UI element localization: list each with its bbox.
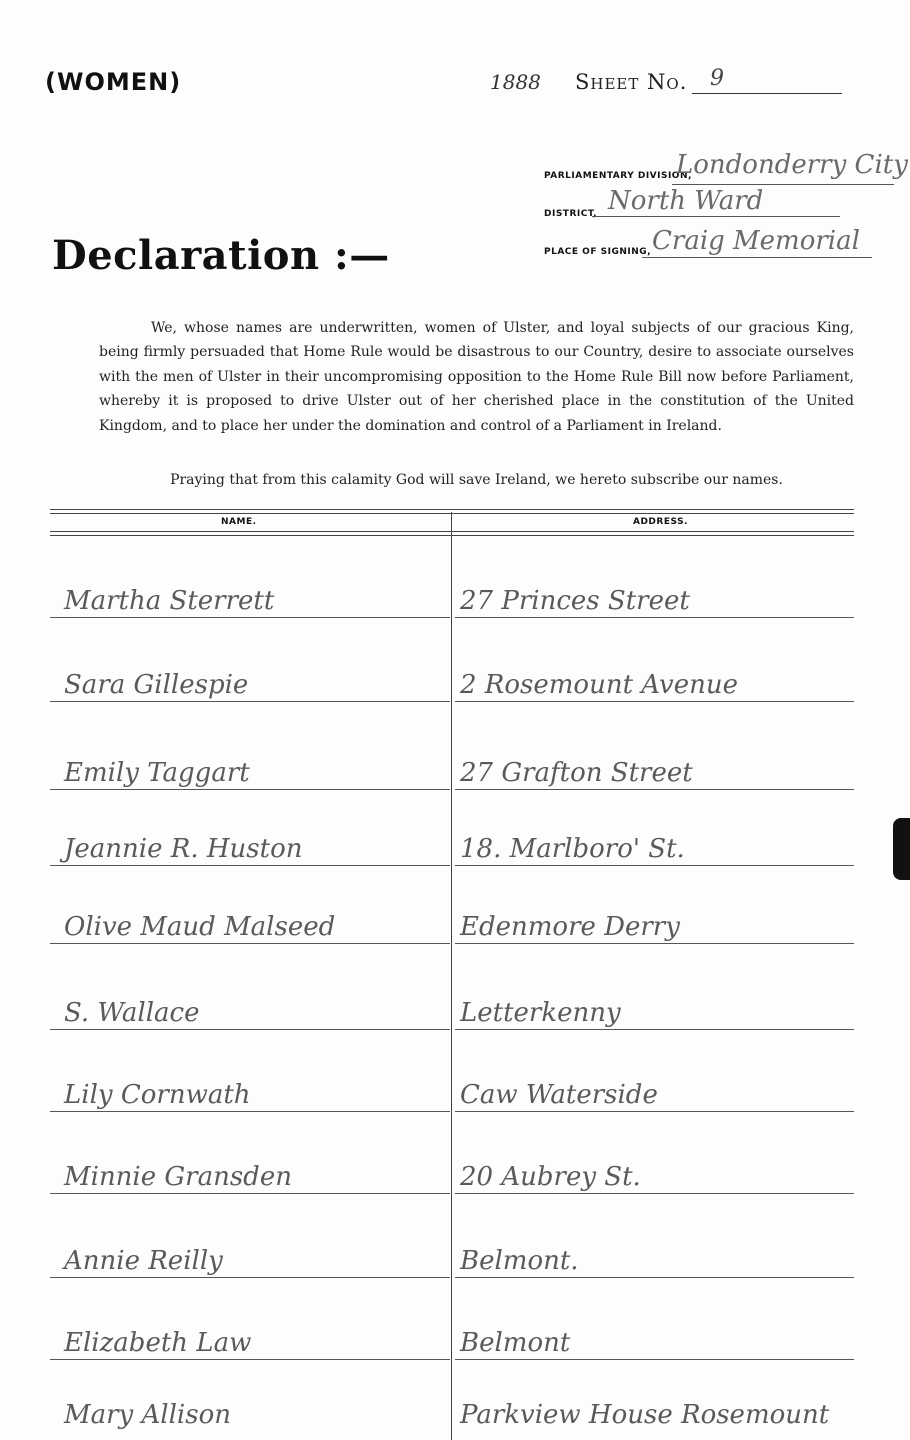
name-line bbox=[50, 1111, 450, 1112]
address-line bbox=[455, 617, 854, 618]
signature-address: Belmont. bbox=[460, 1246, 579, 1276]
signature-name: Mary Allison bbox=[64, 1400, 231, 1430]
prayer-text: Praying that from this calamity God will save Ireland, we hereto subscribe our names. bbox=[170, 472, 783, 488]
name-line bbox=[50, 701, 450, 702]
signature-address: Belmont bbox=[460, 1328, 571, 1358]
district-value: North Ward bbox=[608, 186, 764, 216]
name-column-header: NAME. bbox=[221, 517, 257, 527]
signature-row bbox=[50, 1362, 854, 1440]
name-line bbox=[50, 1359, 450, 1360]
district-line bbox=[592, 216, 840, 217]
place-of-signing-label: PLACE OF SIGNING, bbox=[544, 247, 652, 257]
signature-address: 27 Princes Street bbox=[460, 586, 690, 616]
declaration-title: Declaration :— bbox=[52, 232, 390, 279]
signature-name: Annie Reilly bbox=[64, 1246, 223, 1276]
signature-name: Sara Gillespie bbox=[64, 670, 249, 700]
signature-row bbox=[50, 1208, 854, 1286]
signature-address: 18. Marlboro' St. bbox=[460, 834, 685, 864]
signature-name: Elizabeth Law bbox=[64, 1328, 252, 1358]
ink-blot bbox=[893, 818, 910, 880]
division-value: Londonderry City bbox=[676, 150, 908, 180]
address-line bbox=[455, 1111, 854, 1112]
table-top-rule-2 bbox=[50, 513, 854, 514]
table-header-rule bbox=[50, 531, 854, 532]
name-line bbox=[50, 617, 450, 618]
handwritten-year: 1888 bbox=[490, 70, 541, 94]
sheet-number-line bbox=[692, 93, 842, 94]
address-line bbox=[455, 865, 854, 866]
table-top-rule bbox=[50, 509, 854, 510]
signature-address: Edenmore Derry bbox=[460, 912, 680, 942]
signature-address: 20 Aubrey St. bbox=[460, 1162, 641, 1192]
signature-row bbox=[50, 796, 854, 874]
parliamentary-division-label: PARLIAMENTARY DIVISION, bbox=[544, 171, 692, 181]
signature-address: Parkview House Rosemount bbox=[460, 1400, 830, 1430]
address-line bbox=[455, 1029, 854, 1030]
declaration-text: We, whose names are underwritten, women of Ulster, and loyal subjects of our gracious King, being firmly persuaded that Home Rule would be disastrous to our Country, desire to associate ourselves with the men of Ulster in their uncompromising opposition to the Home Rule Bill now before Parliament, whereby it is proposed to drive Ulster out of her cherished place in the constitution of the United Kingdom, and to place her under the domination and control of a Parliament in Ireland. bbox=[99, 320, 854, 434]
address-line bbox=[455, 1193, 854, 1194]
address-column-header: ADDRESS. bbox=[633, 517, 688, 527]
signature-row bbox=[50, 720, 854, 798]
signature-row bbox=[50, 1290, 854, 1368]
signature-row bbox=[50, 632, 854, 710]
place-value: Craig Memorial bbox=[652, 226, 860, 256]
address-line bbox=[455, 943, 854, 944]
signature-name: Martha Sterrett bbox=[64, 586, 275, 616]
name-line bbox=[50, 943, 450, 944]
signature-address: 2 Rosemount Avenue bbox=[460, 670, 738, 700]
name-line bbox=[50, 865, 450, 866]
name-line bbox=[50, 789, 450, 790]
signature-address: 27 Grafton Street bbox=[460, 758, 693, 788]
address-line bbox=[455, 789, 854, 790]
table-header-rule-2 bbox=[50, 535, 854, 536]
signature-name: S. Wallace bbox=[64, 998, 200, 1028]
signature-row bbox=[50, 874, 854, 952]
signature-name: Lily Cornwath bbox=[64, 1080, 251, 1110]
name-line bbox=[50, 1029, 450, 1030]
name-line bbox=[50, 1193, 450, 1194]
district-label: DISTRICT, bbox=[544, 209, 598, 219]
signature-name: Jeannie R. Huston bbox=[64, 834, 303, 864]
signature-row bbox=[50, 548, 854, 626]
signature-row bbox=[50, 960, 854, 1038]
declaration-body bbox=[99, 316, 854, 438]
place-line bbox=[642, 257, 872, 258]
address-line bbox=[455, 1277, 854, 1278]
signature-address: Letterkenny bbox=[460, 998, 621, 1028]
name-line bbox=[50, 1277, 450, 1278]
signature-name: Olive Maud Malseed bbox=[64, 912, 336, 942]
sheet-number-value: 9 bbox=[710, 66, 724, 91]
address-line bbox=[455, 1359, 854, 1360]
address-line bbox=[455, 701, 854, 702]
signature-address: Caw Waterside bbox=[460, 1080, 658, 1110]
division-line bbox=[672, 184, 894, 185]
signature-name: Minnie Gransden bbox=[64, 1162, 292, 1192]
women-heading: (WOMEN) bbox=[45, 68, 182, 96]
signature-name: Emily Taggart bbox=[64, 758, 250, 788]
signature-row bbox=[50, 1042, 854, 1120]
signature-row bbox=[50, 1124, 854, 1202]
sheet-number-label: Sheet No. bbox=[575, 70, 688, 94]
